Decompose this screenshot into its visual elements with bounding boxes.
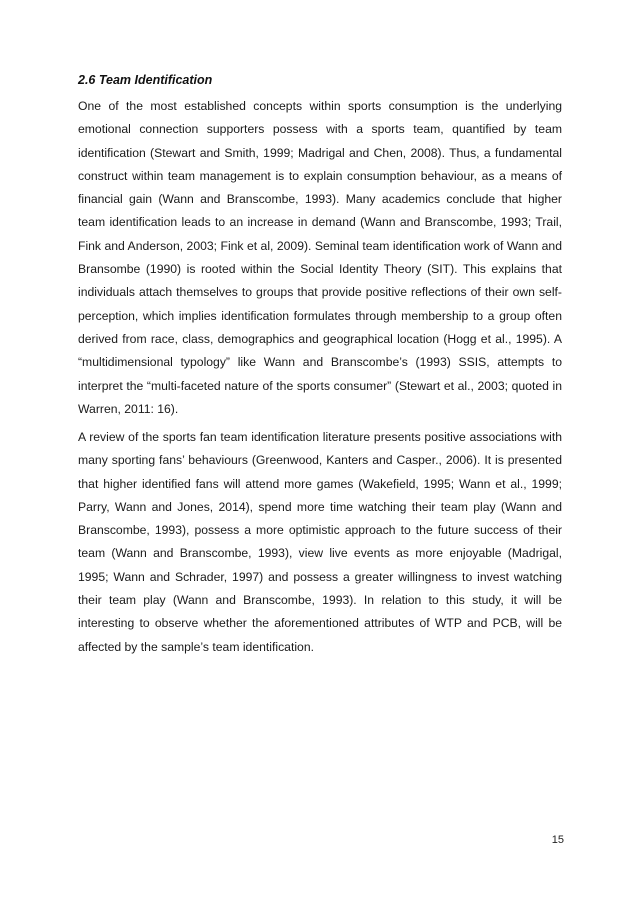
- body-paragraph-1: One of the most established concepts within sports consumption is the underlying emotional connection supporters possess with a sports team, quantified by team identification (Stewart and Smith, 1999; Madrigal and Chen, 2008). Thus, a fundamental construct within team management is to explain consumption behaviour, as a means of financial gain (Wann and Branscombe, 1993). Many academics conclude that higher team identification leads to an increase in demand (Wann and Branscombe, 1993; Trail, Fink and Anderson, 2003; Fink et al, 2009). Seminal team identification work of Wann and Bransombe (1990) is rooted within the Social Identity Theory (SIT). This explains that individuals attach themselves to groups that provide positive reflections of their own self-perception, which implies identification formulates through membership to a group often derived from race, class, demographics and geographical location (Hogg et al., 1995). A “multidimensional typology” like Wann and Branscombe’s (1993) SSIS, attempts to interpret the “multi-faceted nature of the sports consumer” (Stewart et al., 2003; quoted in Warren, 2011: 16).: [78, 99, 562, 416]
- body-paragraph-2: A review of the sports fan team identification literature presents positive associations with many sporting fans’ behaviours (Greenwood, Kanters and Casper., 2006). It is presented that higher identified fans will attend more games (Wakefield, 1995; Wann et al., 1999; Parry, Wann and Jones, 2014), spend more time watching their team play (Wann and Branscombe, 1993), possess a more optimistic approach to the future success of their team (Wann and Branscombe, 1993), view live events as more enjoyable (Madrigal, 1995; Wann and Schrader, 1997) and possess a greater willingness to invest watching their team play (Wann and Branscombe, 1993). In relation to this study, it will be interesting to observe whether the aforementioned attributes of WTP and PCB, will be affected by the sample’s team identification.: [78, 430, 562, 654]
- page-number: 15: [551, 834, 564, 846]
- section-heading: 2.6 Team Identification: [78, 73, 213, 87]
